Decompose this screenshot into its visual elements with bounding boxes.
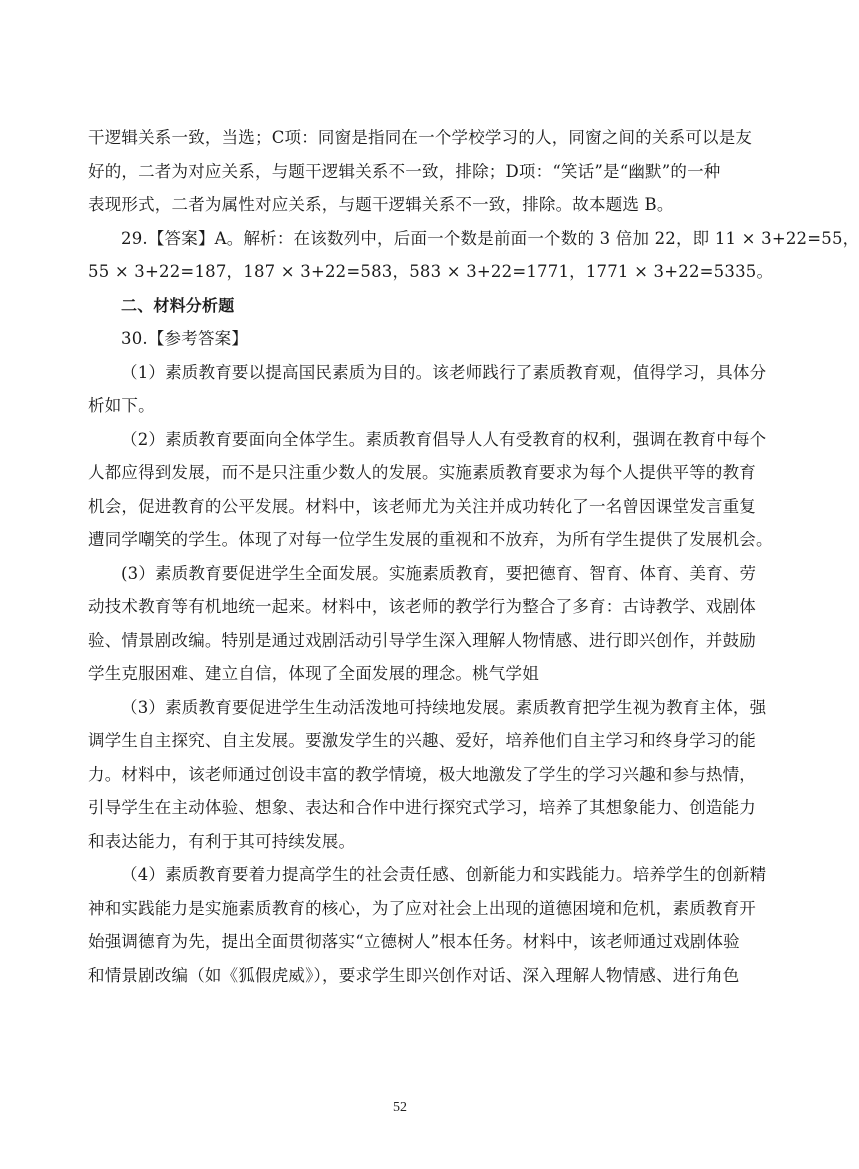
paragraph-line: 验、情景剧改编。特别是通过戏剧活动引导学生深入理解人物情感、进行即兴创作，并鼓励 (88, 630, 756, 650)
paragraph-line: （4）素质教育要着力提高学生的社会责任感、创新能力和实践能力。培养学生的创新精 (121, 865, 767, 884)
answer-30-title: 30.【参考答案】 (121, 329, 249, 348)
paragraph-line: 力。材料中，该老师通过创设丰富的教学情境，极大地激发了学生的学习兴趣和参与热情， (88, 764, 756, 784)
paragraph-line: 引导学生在主动体验、想象、表达和合作中进行探究式学习，培养了其想象能力、创造能力 (88, 798, 756, 817)
section-heading: 二、材料分析题 (121, 295, 235, 315)
text-line: 干逻辑关系一致，当选；C项：同窗是指同在一个学校学习的人，同窗之间的关系可以是友 (88, 128, 753, 147)
paragraph-line: 调学生自主探究、自主发展。要激发学生的兴趣、爱好，培养他们自主学习和终身学习的能 (88, 731, 756, 750)
page-number: 52 (393, 1100, 407, 1115)
answer-29-line: 29.【答案】A。解析：在该数列中，后面一个数是前面一个数的 3 倍加 22，即 11 × 3+22=55， (121, 228, 859, 248)
page-content (88, 128, 859, 999)
text-line: 表现形式，二者为属性对应关系，与题干逻辑关系不一致，排除。故本题选 B。 (88, 195, 674, 214)
paragraph-line: (3）素质教育要促进学生全面发展。实施素质教育，要把德育、智育、体育、美育、劳 (121, 563, 757, 583)
paragraph-line: 学生克服困难、建立自信，体现了全面发展的理念。桃气学姐 (88, 664, 539, 683)
paragraph-line: （2）素质教育要面向全体学生。素质教育倡导人人有受教育的权利，强调在教育中每个 (121, 429, 767, 449)
paragraph-line: 神和实践能力是实施素质教育的核心，为了应对社会上出现的道德困境和危机，素质教育开 (88, 898, 756, 918)
paragraph-line: 人都应得到发展，而不是只注重少数人的发展。实施素质教育要求为每个人提供平等的教育 (88, 463, 756, 482)
text-line: 55 × 3+22=187，187 × 3+22=583，583 × 3+22=1771，1771 × 3+22=5335。 (88, 262, 774, 281)
text-line: 好的，二者为对应关系，与题干逻辑关系不一致，排除；D项：“笑话”是“幽默”的一种 (88, 161, 721, 181)
paragraph-line: 析如下。 (88, 396, 155, 415)
paragraph-line: 动技术教育等有机地统一起来。材料中，该老师的教学行为整合了多育：古诗教学、戏剧体 (88, 597, 756, 616)
paragraph-line: （3）素质教育要促进学生生动活泼地可持续地发展。素质教育把学生视为教育主体，强 (121, 697, 767, 717)
paragraph-line: （1）素质教育要以提高国民素质为目的。该老师践行了素质教育观，值得学习，具体分 (121, 362, 767, 382)
paragraph-line: 遭同学嘲笑的学生。体现了对每一位学生发展的重视和不放弃，为所有学生提供了发展机会。 (88, 530, 773, 549)
paragraph-line: 和情景剧改编（如《狐假虎威》），要求学生即兴创作对话、深入理解人物情感、进行角色 (88, 965, 740, 985)
paragraph-line: 和表达能力，有利于其可持续发展。 (88, 831, 356, 851)
paragraph-line: 始强调德育为先，提出全面贯彻落实“立德树人”根本任务。材料中，该老师通过戏剧体验 (88, 932, 740, 951)
paragraph-line: 机会，促进教育的公平发展。材料中，该老师尤为关注并成功转化了一名曾因课堂发言重复 (88, 496, 756, 516)
